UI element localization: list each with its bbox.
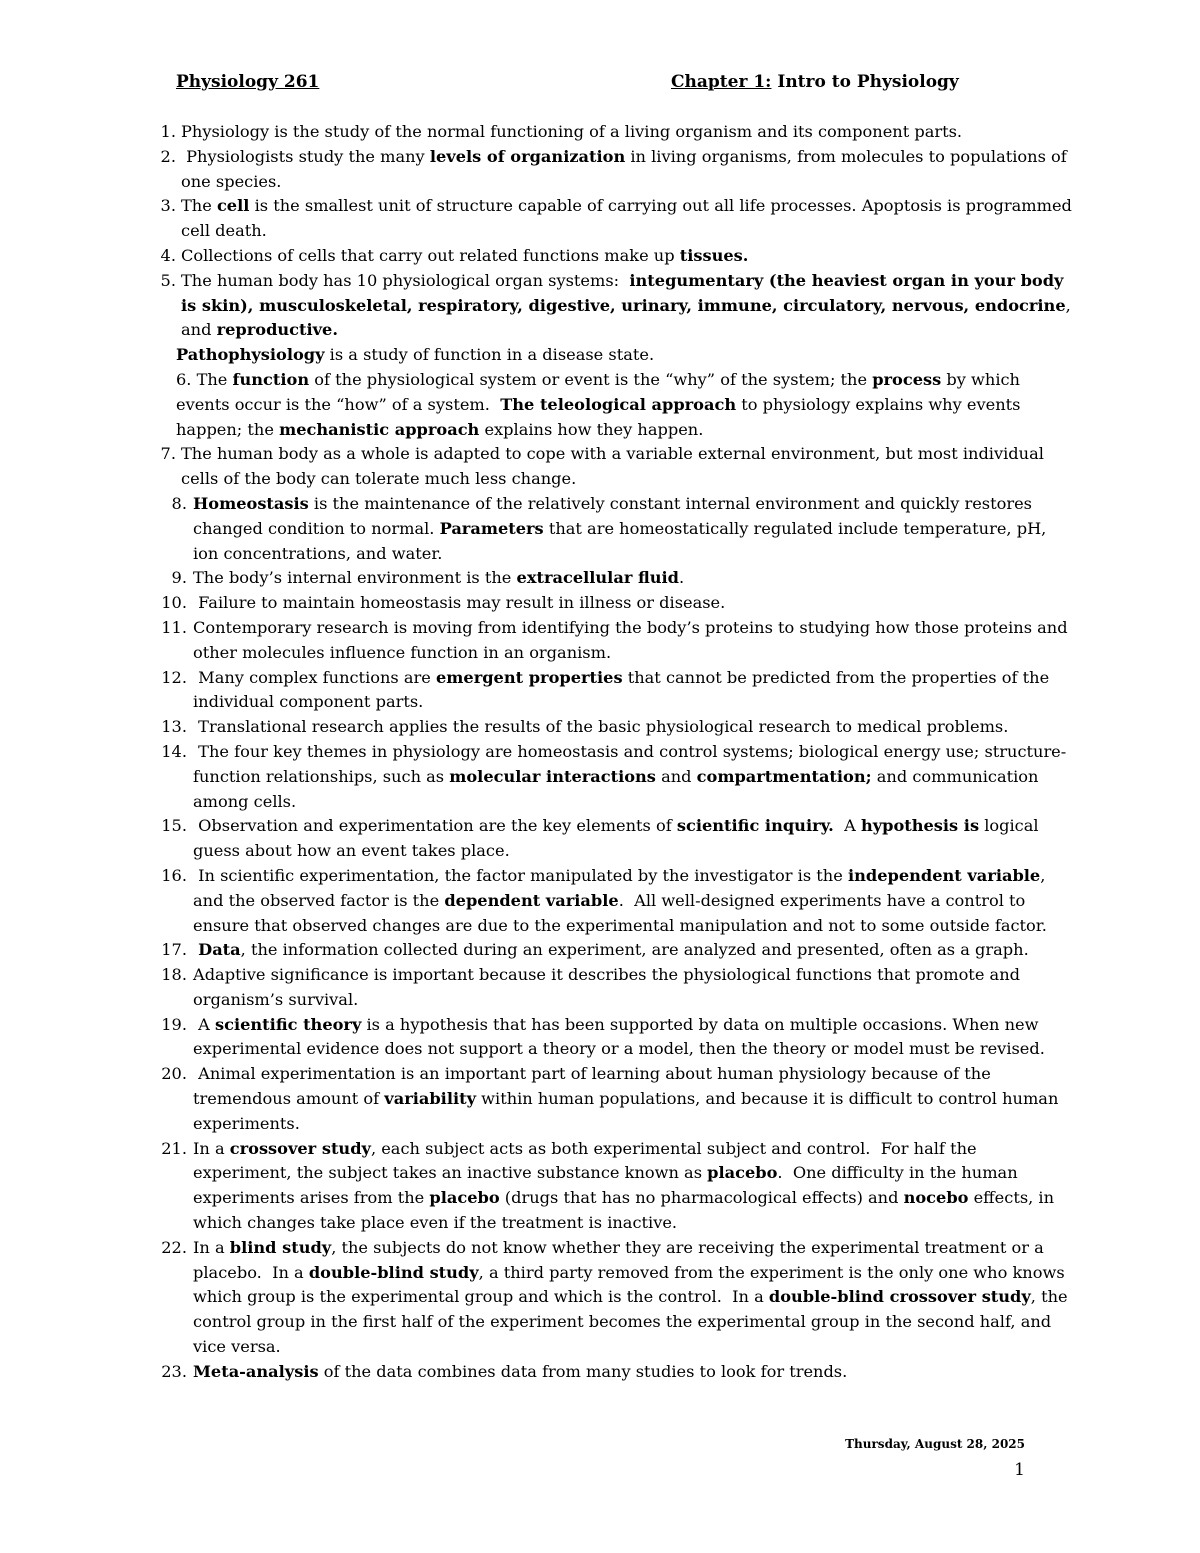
- list-item: [156, 715, 1076, 740]
- item-number: 20.: [161, 1064, 187, 1084]
- bold-term: The teleological approach: [500, 394, 737, 414]
- text-run: is a hypothesis that has been supported by data on multiple occasions. When new experimental evidence does not support a theory or a model, then the theory or model must be revised.: [193, 1014, 1045, 1059]
- item-text: [181, 194, 1076, 244]
- item-text: [193, 1360, 1076, 1385]
- text-run: Observation and experimentation are the key elements of: [193, 816, 677, 836]
- notes-list: [156, 120, 1076, 1385]
- chapter-title: Intro to Physiology: [771, 72, 959, 92]
- footer-date: Thursday, August 28, 2025: [845, 1437, 1025, 1451]
- bold-term: hypothesis is: [860, 816, 980, 836]
- list-item: [156, 616, 1076, 666]
- text-run: A: [833, 816, 861, 836]
- text-run: . One difficulty in the human experiments arises from the: [193, 1163, 1023, 1208]
- text-run: Animal experimentation is an important part of learning about human physiology because of the tremendous amount of: [193, 1064, 996, 1109]
- list-item: [156, 492, 1076, 566]
- text-run: in living organisms, from molecules to populations of one species.: [181, 146, 1072, 191]
- text-run: , and: [181, 295, 1076, 340]
- bold-term: blind study: [229, 1237, 332, 1257]
- bold-term: crossover study: [229, 1138, 371, 1158]
- item-text: [193, 938, 1076, 963]
- list-item: [156, 442, 1076, 492]
- item-number: 8.: [171, 493, 187, 513]
- bold-term: nocebo: [903, 1188, 969, 1208]
- course-name: Physiology 261: [176, 72, 320, 92]
- text-run: of the physiological system or event is the “why” of the system; the: [309, 369, 873, 389]
- item-text: [181, 442, 1076, 492]
- item-text: [193, 666, 1076, 716]
- bold-term: mechanistic approach: [279, 419, 480, 439]
- list-item: [156, 963, 1076, 1013]
- item-text: [176, 343, 1076, 368]
- text-run: . All well-designed experiments have a control to ensure that observed changes are due to the experimental manipulation and not to some outside factor.: [193, 890, 1047, 935]
- bold-term: scientific theory: [215, 1014, 362, 1034]
- text-run: , the information collected during an experiment, are analyzed and presented, often as a graph.: [240, 940, 1029, 960]
- item-number: 7.: [160, 444, 176, 464]
- bold-term: independent variable: [847, 865, 1041, 885]
- bold-term: Homeostasis: [193, 493, 309, 513]
- list-item: [156, 1013, 1076, 1063]
- bold-term: molecular interactions: [449, 766, 656, 786]
- list-item: [156, 269, 1076, 343]
- item-text: [176, 368, 1076, 442]
- list-item: [156, 938, 1076, 963]
- bold-term: process: [872, 369, 942, 389]
- text-run: is a study of function in a disease state.: [324, 345, 655, 365]
- chapter-label: Chapter 1:: [671, 72, 772, 92]
- text-run: is the smallest unit of structure capable of carrying out all life processes. Apoptosis is programmed cell death.: [181, 196, 1078, 241]
- course-title: [176, 72, 319, 92]
- list-item: [156, 1236, 1076, 1360]
- list-item: [156, 814, 1076, 864]
- text-run: is the maintenance of the relatively constant internal environment and quickly restores changed condition to normal.: [193, 493, 1038, 538]
- bold-term: levels of organization: [429, 146, 626, 166]
- bold-term: tissues.: [679, 245, 749, 265]
- list-item: [156, 368, 1076, 442]
- text-run: A: [193, 1014, 215, 1034]
- text-run: that cannot be predicted from the properties of the individual component parts.: [193, 667, 1055, 712]
- text-run: and: [655, 766, 697, 786]
- page-number: 1: [1014, 1460, 1025, 1480]
- item-text: [193, 492, 1076, 566]
- bold-term: Parameters: [439, 518, 544, 538]
- text-run: The human body has 10 physiological organ systems:: [181, 270, 630, 290]
- text-run: , and the observed factor is the: [193, 865, 1051, 910]
- text-run: logical guess about how an event takes place.: [193, 816, 1044, 861]
- item-number: 21.: [161, 1138, 187, 1158]
- list-item: [156, 740, 1076, 814]
- item-number: 3.: [160, 196, 176, 216]
- text-run: Contemporary research is moving from identifying the body’s proteins to studying how those proteins and other molecules influence function in an organism.: [193, 617, 1073, 662]
- bold-term: double-blind study: [308, 1262, 479, 1282]
- text-run: .: [679, 568, 685, 588]
- item-number: 14.: [161, 741, 187, 761]
- item-number: 1.: [160, 122, 176, 141]
- bold-term: dependent variable: [444, 890, 619, 910]
- item-text: [193, 1062, 1076, 1136]
- item-number: 13.: [161, 717, 187, 737]
- item-text: [193, 616, 1076, 666]
- item-text: [193, 814, 1076, 864]
- item-text: [193, 1236, 1076, 1360]
- item-text: [193, 963, 1076, 1013]
- text-run: The: [181, 196, 217, 216]
- bold-term: scientific inquiry.: [676, 816, 834, 836]
- text-run: , each subject acts as both experimental subject and control. For half the experiment, the subject takes an inactive substance known as: [193, 1138, 982, 1183]
- bold-term: placebo: [429, 1188, 500, 1208]
- text-run: by which events occur is the “how” of a system.: [176, 369, 1026, 414]
- item-number: 2.: [160, 146, 176, 166]
- text-run: , the control group in the first half of the experiment becomes the experimental group in the second half, and vice versa.: [193, 1287, 1073, 1357]
- item-text: [193, 1013, 1076, 1063]
- text-run: , the subjects do not know whether they are receiving the experimental treatment or a placebo. In a: [193, 1237, 1049, 1282]
- item-number: 17.: [161, 940, 187, 960]
- item-number: 18.: [161, 965, 187, 985]
- text-run: The body’s internal environment is the: [193, 568, 517, 588]
- bold-term: reproductive.: [216, 320, 338, 340]
- item-number: 16.: [161, 865, 187, 885]
- list-item: [156, 566, 1076, 591]
- list-item: [156, 1360, 1076, 1385]
- bold-term: emergent properties: [435, 667, 623, 687]
- item-number: 4.: [160, 245, 176, 265]
- text-run: and communication among cells.: [193, 766, 1044, 811]
- item-text: [193, 715, 1076, 740]
- list-item: [156, 244, 1076, 269]
- text-run: of the data combines data from many studies to look for trends.: [318, 1361, 848, 1381]
- item-text: [193, 591, 1076, 616]
- bold-term: Data: [198, 940, 241, 960]
- text-run: In scientific experimentation, the factor manipulated by the investigator is the: [193, 865, 848, 885]
- item-number: 15.: [161, 816, 187, 836]
- text-run: The human body as a whole is adapted to cope with a variable external environment, but most individual cells of the body can tolerate much less change.: [181, 444, 1055, 489]
- text-run: Many complex functions are: [193, 667, 436, 687]
- list-item: [156, 666, 1076, 716]
- text-run: (drugs that has no pharmacological effects) and: [499, 1188, 904, 1208]
- text-run: In a: [193, 1138, 230, 1158]
- item-text: [181, 145, 1076, 195]
- text-run: In a: [193, 1237, 230, 1257]
- item-text: [193, 864, 1076, 938]
- bold-term: double-blind crossover study: [768, 1287, 1031, 1307]
- list-item: [156, 145, 1076, 195]
- text-run: effects, in which changes take place even if the treatment is inactive.: [193, 1188, 1060, 1233]
- text-run: that are homeostatically regulated include temperature, pH, ion concentrations, and water.: [193, 518, 1052, 563]
- list-item: [156, 194, 1076, 244]
- text-run: , a third party removed from the experiment is the only one who knows which group is the experimental group and which is the control. In a: [193, 1262, 1070, 1307]
- item-number: 9.: [171, 568, 187, 588]
- item-number: 11.: [161, 617, 187, 637]
- text-run: Adaptive significance is important because it describes the physiological functions that promote and organism’s survival.: [193, 965, 1026, 1009]
- item-number: 10.: [161, 593, 187, 613]
- text-run: Physiologists study the many: [181, 146, 430, 166]
- bold-term: extracellular fluid: [516, 568, 679, 588]
- bold-term: function: [232, 369, 310, 389]
- list-item: [156, 120, 1076, 145]
- text-run: Failure to maintain homeostasis may result in illness or disease.: [193, 593, 726, 613]
- list-item: [156, 1137, 1076, 1236]
- item-number: 23.: [161, 1361, 187, 1381]
- item-number: 12.: [161, 667, 187, 687]
- item-text: [181, 120, 1076, 145]
- bold-term: compartmentation;: [696, 766, 872, 786]
- item-text: [181, 244, 1076, 269]
- list-item: [156, 1062, 1076, 1136]
- item-number: 22.: [161, 1237, 187, 1257]
- bold-term: variability: [384, 1089, 477, 1109]
- item-text: [193, 740, 1076, 814]
- text-run: explains how they happen.: [479, 419, 704, 439]
- bold-term: cell: [216, 196, 250, 216]
- item-number: 19.: [161, 1014, 187, 1034]
- bold-term: Meta-analysis: [193, 1361, 319, 1381]
- text-run: The four key themes in physiology are homeostasis and control systems; biological energy use; structure-function relationships, such as: [193, 741, 1067, 786]
- chapter-heading: [671, 72, 959, 92]
- text-run: within human populations, and because it is difficult to control human experiments.: [193, 1089, 1064, 1133]
- bold-term: placebo: [707, 1163, 778, 1183]
- text-run: Physiology is the study of the normal functioning of a living organism and its component parts.: [181, 122, 963, 141]
- item-text: [181, 269, 1076, 343]
- text-run: to physiology explains why events happen; the: [176, 394, 1026, 439]
- list-item: [156, 591, 1076, 616]
- item-number: 5.: [160, 270, 176, 290]
- text-run: Collections of cells that carry out related functions make up: [181, 245, 680, 265]
- text-run: 6. The: [176, 369, 233, 389]
- item-text: [193, 566, 1076, 591]
- list-item: [156, 343, 1076, 368]
- item-text: [193, 1137, 1076, 1236]
- bold-term: Pathophysiology: [176, 345, 325, 365]
- bold-term: integumentary (the heaviest organ in your body is skin), musculoskeletal, respiratory, digestive, urinary, immune, circulatory, nervous, endocrine: [181, 270, 1070, 315]
- list-item: [156, 864, 1076, 938]
- text-run: Translational research applies the results of the basic physiological research to medical problems.: [193, 717, 1009, 737]
